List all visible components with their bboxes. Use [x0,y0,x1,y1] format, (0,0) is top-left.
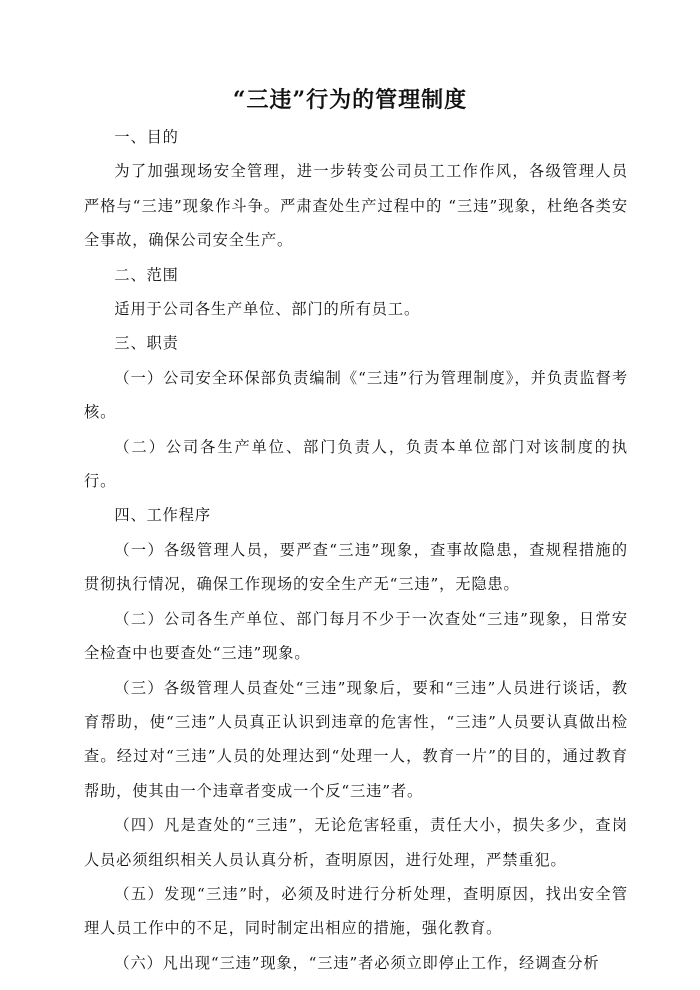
paragraph-responsibility-1: （一）公司安全环保部负责编制《“三违”行为管理制度》，并负责监督考核。 [84,368,628,422]
section-heading-procedure: 四、工作程序 [114,506,211,525]
paragraph-procedure-6: （六）凡出现“三违”现象，“三违”者必须立即停止工作，经调查分析 [114,953,600,972]
paragraph-procedure-1: （一）各级管理人员，要严查“三违”现象，查事故隐患，查规程措施的贯彻执行情况，确保工作现场的安全生产无“三违”，无隐患。 [84,540,628,594]
section-heading-responsibilities: 三、职责 [114,334,179,353]
paragraph-procedure-4: （四）凡是查处的“三违”，无论危害轻重，责任大小，损失多少，查岗人员必须组织相关人员认真分析，查明原因，进行处理，严禁重犯。 [84,816,628,869]
paragraph-scope: 适用于公司各生产单位、部门的所有员工。 [114,300,421,319]
paragraph-procedure-5: （五）发现“三违”时，必须及时进行分析处理，查明原因，找出安全管理人员工作中的不足，同时制定出相应的措施，强化教育。 [84,884,628,938]
document-title: “三违”行为的管理制度 [232,87,468,113]
paragraph-responsibility-2: （二）公司各生产单位、部门负责人，负责本单位部门对该制度的执行。 [84,437,628,491]
section-heading-purpose: 一、目的 [114,128,179,146]
paragraph-procedure-3: （三）各级管理人员查处“三违”现象后，要和“三违”人员进行谈话，教育帮助，使“三违”人员真正认识到违章的危害性，“三违”人员要认真做出检查。经过对“三违”人员的处理达到“处理一人，教育一片”的目的，通过教育帮助，使其由一个违章者变成一个反“三违”者。 [84,678,628,800]
section-heading-scope: 二、范围 [114,265,179,284]
document-body [84,120,628,980]
paragraph-purpose: 为了加强现场安全管理，进一步转变公司员工工作作风，各级管理人员严格与“三违”现象作斗争。严肃查处生产过程中的 “三违”现象，杜绝各类安全事故，确保公司安全生产。 [84,162,628,250]
paragraph-procedure-2: （二）公司各生产单位、部门每月不少于一次查处“三违”现象，日常安全检查中也要查处“三违”现象。 [84,609,628,663]
